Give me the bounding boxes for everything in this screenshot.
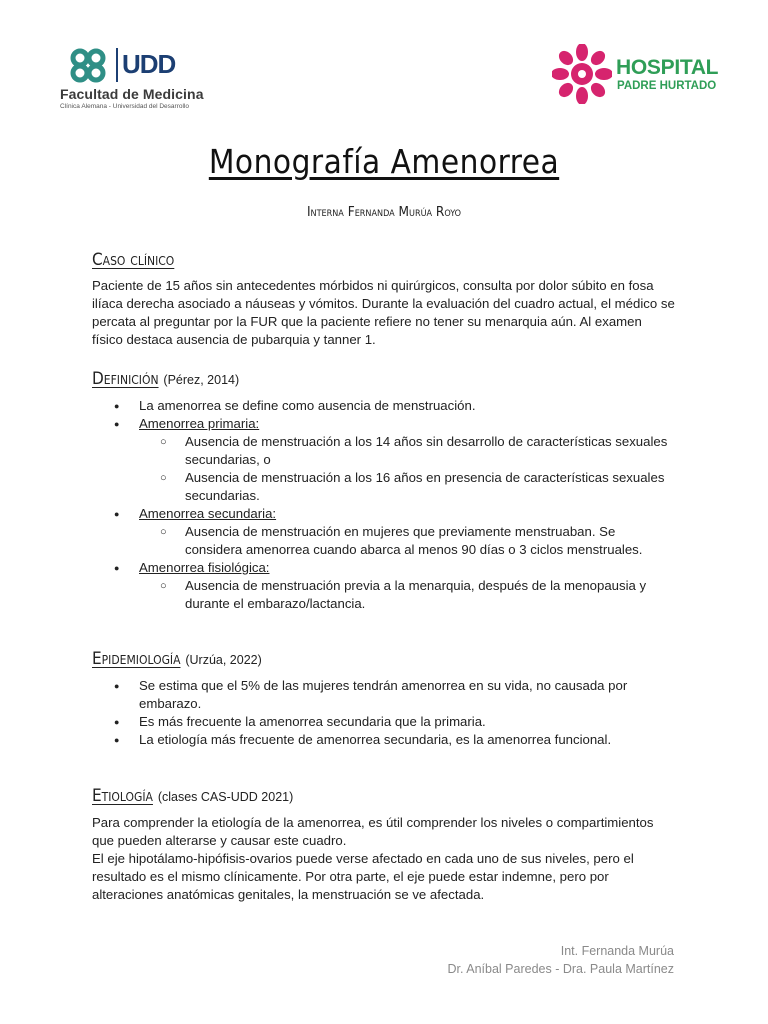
list-item: ● La etiología más frecuente de amenorrea secundaria, es la amenorrea funcional. [92, 731, 676, 749]
definicion-heading-text: Definición [92, 369, 159, 389]
list-item [92, 415, 676, 433]
footer-author: Int. Fernanda Murúa [560, 944, 674, 958]
list-item [92, 505, 676, 523]
sub-list-item: ○ Ausencia de menstruación a los 16 años en presencia de características sexuales secundarias. [92, 469, 676, 505]
section-heading-epidemiologia [92, 649, 262, 669]
faculty-subtitle: Clínica Alemana - Universidad del Desarrollo [60, 103, 189, 110]
list-item: ● Es más frecuente la amenorrea secundaria que la primaria. [92, 713, 676, 731]
primaria-label: Amenorrea primaria: [139, 416, 260, 431]
section-heading-definicion [92, 369, 239, 389]
etiologia-citation: (clases CAS-UDD 2021) [157, 790, 294, 804]
list-item: ● Se estima que el 5% de las mujeres tendrán amenorrea en su vida, no causada por embarazo. [92, 677, 676, 713]
sub-list-item: ○ Ausencia de menstruación a los 14 años sin desarrollo de características sexuales secundarias, o [92, 433, 676, 469]
etiologia-paragraph-1: Para comprender la etiología de la amenorrea, es útil comprender los niveles o compartimientos que pueden alterarse y causar este cuadro. [92, 815, 654, 848]
definicion-citation: (Pérez, 2014) [163, 373, 240, 387]
footer-supervisors: Dr. Aníbal Paredes - Dra. Paula Martínez [447, 962, 674, 976]
udd-emblem-icon [68, 46, 108, 84]
udd-brand: UDD [122, 49, 176, 79]
fisiologica-label: Amenorrea fisiológica: [139, 560, 270, 575]
hospital-logo [552, 42, 730, 106]
etiologia-paragraph-2: El eje hipotálamo-hipófisis-ovarios puede verse afectado en cada uno de sus niveles, pero el resultado es el mismo clínicamente. Por otra parte, el eje puede estar indemne, pero por alteraciones anatómicas genitales, la menstruación se ve afectada. [92, 851, 634, 902]
etiologia-heading-text: Etiología [92, 786, 153, 806]
list-item [92, 559, 676, 577]
definicion-list [92, 397, 676, 613]
sub-list-item: ○ Ausencia de menstruación previa a la menarquia, después de la menopausia y durante el embarazo/lactancia. [92, 577, 676, 613]
epidemiologia-list [92, 677, 676, 749]
sub-list-item: ○ Ausencia de menstruación en mujeres que previamente menstruaban. Se considera amenorrea cuando abarca al menos 90 días o 3 ciclos menstruales. [92, 523, 676, 559]
hospital-subname: PADRE HURTADO [617, 80, 717, 92]
hospital-name: HOSPITAL [616, 56, 719, 79]
document-title: Monografía Amenorrea [208, 142, 560, 181]
section-heading-caso [92, 250, 174, 270]
logo-divider [116, 48, 118, 82]
udd-logo [58, 44, 218, 114]
document-author: Interna Fernanda Murúa Royo [306, 204, 462, 220]
faculty-name: Facultad de Medicina [60, 86, 204, 102]
caso-paragraph: Paciente de 15 años sin antecedentes mórbidos ni quirúrgicos, consulta por dolor súbito en fosa ilíaca derecha asociado a náuseas y vómitos. Durante la evaluación del cuadro actual, el médico se percata al preguntar por la FUR que la paciente refiere no tener su menarquia aún. Al examen físico destaca ausencia de pubarquia y tanner 1. [92, 278, 675, 347]
hospital-flower-icon [552, 44, 612, 104]
section-heading-etiologia [92, 786, 293, 806]
secundaria-label: Amenorrea secundaria: [139, 506, 277, 521]
caso-heading-text: Caso clínico [92, 250, 175, 270]
epidemiologia-heading-text: Epidemiología [92, 649, 181, 669]
epidemiologia-citation: (Urzúa, 2022) [185, 653, 262, 667]
list-item: ● La amenorrea se define como ausencia de menstruación. [92, 397, 676, 415]
